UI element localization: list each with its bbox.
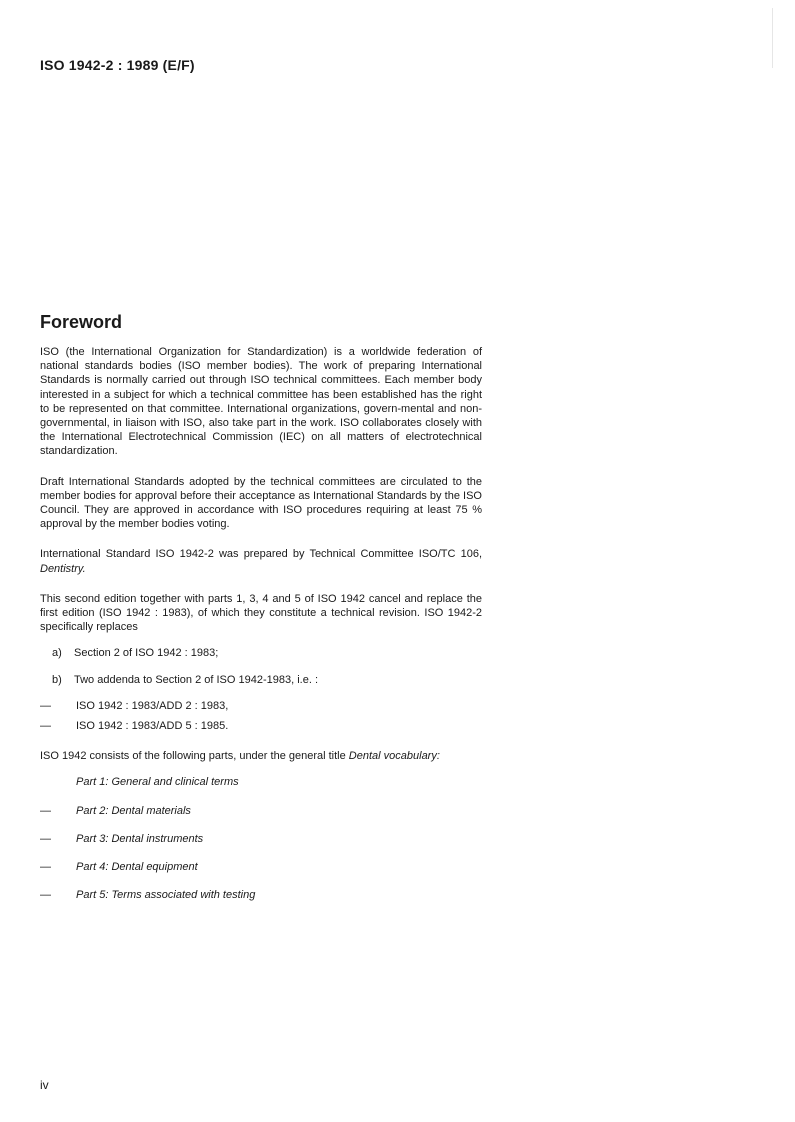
list-marker: — (40, 720, 51, 733)
list-item (40, 888, 482, 902)
list-marker: — (40, 804, 51, 817)
list-item (40, 860, 482, 874)
list-marker: a) (52, 647, 62, 660)
paragraph-iso-description: ISO (the International Organization for Standardization) is a worldwide federation of national standards bodies (ISO member bodies). The work of preparing International Standards is normally carried out through ISO technical committees. Each member body interested in a subject for which a technical committee has been established has the right to be represented on that committee. International organizations, govern-mental and non-governmental, in liaison with ISO, also take part in the work. ISO collaborates closely with the International Electrotechnical Commission (IEC) on all matters of electrotechnical standardization. (40, 346, 482, 458)
parts-list (40, 775, 482, 902)
replaces-list (40, 646, 482, 686)
parts-intro-text: ISO 1942 consists of the following parts, under the general title (40, 750, 346, 763)
committee-name: Dentistry. (40, 562, 86, 575)
prepared-by-text: International Standard ISO 1942-2 was prepared by Technical Committee ISO/TC 106, (40, 548, 482, 561)
paragraph-edition: This second edition together with parts 1, 3, 4 and 5 of ISO 1942 cancel and replace the first edition (ISO 1942 : 1983), of which they constitute a technical revision. ISO 1942-2 specifically replaces (40, 592, 482, 634)
list-marker: b) (52, 673, 62, 686)
list-item (40, 719, 482, 733)
list-marker (40, 775, 76, 789)
list-marker: — (40, 832, 51, 845)
scan-edge-line (772, 8, 773, 68)
list-item (40, 646, 482, 660)
list-item-text: ISO 1942 : 1983/ADD 2 : 1983, (76, 699, 229, 712)
paragraph-prepared-by (40, 547, 482, 575)
list-item-text: Part 3: Dental instruments (76, 832, 204, 845)
list-item-text: Part 2: Dental materials (76, 804, 191, 817)
addenda-list (40, 699, 482, 733)
list-item (40, 832, 482, 846)
list-marker: — (40, 699, 51, 712)
list-marker: — (40, 861, 51, 874)
list-item (40, 699, 482, 713)
document-identifier: ISO 1942-2 : 1989 (E/F) (40, 57, 195, 73)
list-item (40, 804, 482, 818)
list-marker: — (40, 889, 51, 902)
list-item-text: Part 5: Terms associated with testing (76, 889, 256, 902)
list-item-text: Part 4: Dental equipment (76, 861, 198, 874)
list-item (40, 673, 482, 687)
foreword-body (40, 345, 482, 916)
list-item-text: Part 1: General and clinical terms (76, 776, 239, 789)
list-item-text: Section 2 of ISO 1942 : 1983; (74, 647, 219, 660)
page-number: iv (40, 1078, 49, 1092)
paragraph-draft-standards: Draft International Standards adopted by the technical committees are circulated to the member bodies for approval before their acceptance as International Standards by the ISO Council. They are approved in accordance with ISO procedures requiring at least 75 % approval by the member bodies voting. (40, 475, 482, 531)
general-title: Dental vocabulary: (348, 750, 440, 763)
foreword-heading: Foreword (40, 312, 123, 332)
list-item-text: ISO 1942 : 1983/ADD 5 : 1985. (76, 720, 229, 733)
list-item (40, 775, 482, 789)
list-item-text: Two addenda to Section 2 of ISO 1942-1983, i.e. : (74, 673, 318, 686)
paragraph-parts-intro (40, 749, 482, 763)
